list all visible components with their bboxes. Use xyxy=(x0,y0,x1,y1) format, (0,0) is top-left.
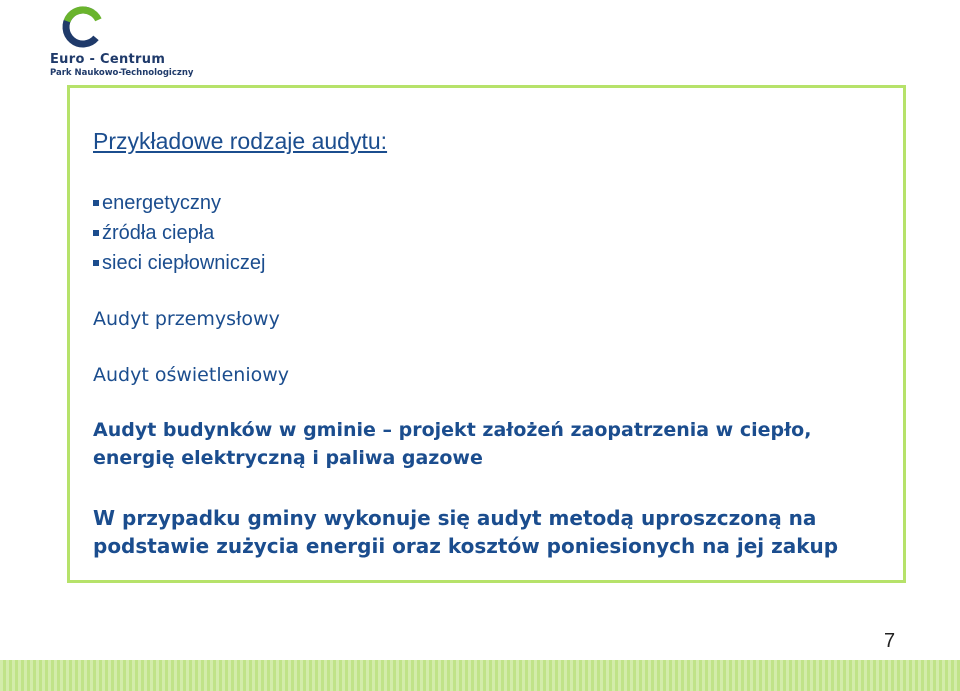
square-bullet-icon xyxy=(93,200,99,206)
audit-type-list xyxy=(93,188,265,278)
logo-subtitle: Park Naukowo-Technologiczny xyxy=(50,68,194,78)
footer-band xyxy=(0,660,960,691)
lighting-audit-text: Audyt oświetleniowy xyxy=(93,364,290,386)
list-item-label: sieci ciepłowniczej xyxy=(102,252,266,274)
logo-ring-icon xyxy=(58,4,110,50)
list-item xyxy=(93,248,265,278)
industrial-audit-text: Audyt przemysłowy xyxy=(93,308,280,330)
text-line: podstawie zużycia energii oraz kosztów poniesionych na jej zakup xyxy=(93,534,839,558)
list-item-label: źródła ciepła xyxy=(102,222,215,244)
square-bullet-icon xyxy=(93,230,99,236)
text-line: W przypadku gminy wykonuje się audyt metodą uproszczoną na xyxy=(93,506,817,530)
logo-name: Euro - Centrum xyxy=(50,52,166,67)
text-line: Audyt budynków w gminie – projekt założeń zaopatrzenia w ciepło, xyxy=(93,419,812,441)
list-item xyxy=(93,188,265,218)
text-line: energię elektryczną i paliwa gazowe xyxy=(93,447,483,469)
square-bullet-icon xyxy=(93,260,99,266)
page-number: 7 xyxy=(884,630,896,652)
list-item-label: energetyczny xyxy=(102,192,221,214)
simplified-audit-text xyxy=(93,504,838,560)
euro-centrum-logo xyxy=(48,4,194,80)
list-item xyxy=(93,218,265,248)
slide-title: Przykładowe rodzaje audytu: xyxy=(93,128,388,154)
building-audit-text xyxy=(93,416,811,472)
